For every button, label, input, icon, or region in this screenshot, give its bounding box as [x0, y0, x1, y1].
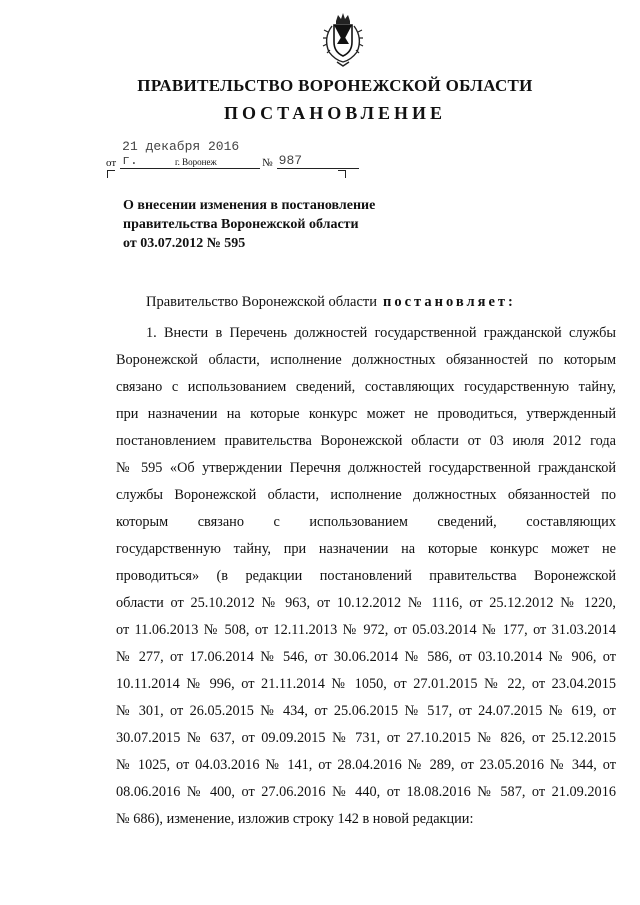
decree-body	[116, 320, 616, 833]
body-text: от 11.06.2013 № 508, от 12.11.2013 № 972, от 05.03.2014 № 177, от 31.03.2014	[116, 622, 616, 638]
body-line	[116, 617, 616, 644]
subject-line: от 03.07.2012 № 595	[123, 236, 246, 251]
body-line	[116, 590, 616, 617]
body-word: сведений,	[437, 514, 497, 530]
body-line	[116, 401, 616, 428]
body-text: 08.06.2016 № 400, от 27.06.2016 № 440, от 18.08.2016 № 587, от 21.09.2016	[116, 784, 616, 800]
right-corner-mark	[338, 170, 346, 178]
coat-of-arms-emblem	[319, 12, 367, 68]
document-subject	[123, 196, 375, 253]
body-text: проводиться» (в редакции постановлений правительства Воронежской	[116, 568, 616, 584]
decree-issuer: Правительство Воронежской области	[146, 294, 378, 310]
date-prefix: от	[106, 157, 117, 169]
registration-line	[106, 140, 359, 169]
body-line	[116, 698, 616, 725]
body-text: № 277, от 17.06.2014 № 546, от 30.06.2014 № 586, от 03.10.2014 № 906, от	[116, 649, 616, 665]
body-word: использованием	[309, 514, 408, 530]
body-line	[116, 671, 616, 698]
body-word: составляющих	[526, 514, 616, 530]
body-line	[116, 536, 616, 563]
body-word: связано	[197, 514, 244, 530]
body-line	[116, 644, 616, 671]
left-corner-mark	[107, 170, 115, 178]
body-line	[116, 509, 616, 536]
body-text: постановлением правительства Воронежской области от 03 июля 2012 года	[116, 433, 616, 449]
body-line	[116, 455, 616, 482]
body-line	[116, 428, 616, 455]
document-date: 21 декабря 2016 г.	[120, 140, 260, 169]
body-text: связано с использованием сведений, составляющих государственную тайну,	[116, 379, 616, 395]
body-line	[116, 347, 616, 374]
number-prefix: №	[262, 157, 273, 169]
body-text: № 1025, от 04.03.2016 № 141, от 28.04.2016 № 289, от 23.05.2016 № 344, от	[116, 757, 616, 773]
body-word: которым	[116, 514, 169, 530]
subject-line: правительства Воронежской области	[123, 217, 359, 232]
body-line	[116, 320, 616, 347]
document-type-title: ПОСТАНОВЛЕНИЕ	[223, 103, 447, 123]
body-line	[116, 374, 616, 401]
body-text: государственную тайну, при назначении на которые конкурс может не	[116, 541, 616, 557]
body-text: 30.07.2015 № 637, от 09.09.2015 № 731, от 27.10.2015 № 826, от 25.12.2015	[116, 730, 616, 746]
body-line	[116, 482, 616, 509]
decree-intro	[146, 294, 516, 311]
body-text: 10.11.2014 № 996, от 21.11.2014 № 1050, от 27.01.2015 № 22, от 23.04.2015	[116, 676, 616, 692]
body-text: при назначении на которые конкурс может не проводиться, утвержденный	[116, 406, 616, 422]
government-title: ПРАВИТЕЛЬСТВО ВОРОНЕЖСКОЙ ОБЛАСТИ	[137, 76, 533, 95]
document-number: 987	[277, 154, 359, 169]
body-line	[116, 725, 616, 752]
body-text: № 595 «Об утверждении Перечня должностей государственной гражданской	[116, 460, 616, 476]
body-line	[116, 563, 616, 590]
body-text: области от 25.10.2012 № 963, от 10.12.2012 № 1116, от 25.12.2012 № 1220,	[116, 595, 616, 611]
body-word: с	[273, 514, 280, 530]
body-text: 1. Внести в Перечень должностей государственной гражданской службы	[146, 325, 616, 341]
body-text: № 301, от 26.05.2015 № 434, от 25.06.2015 № 517, от 24.07.2015 № 619, от	[116, 703, 616, 719]
body-text: Воронежской области, исполнение должностных обязанностей по которым	[116, 352, 616, 368]
body-line	[116, 752, 616, 779]
body-line	[116, 779, 616, 806]
body-text: службы Воронежской области, исполнение должностных обязанностей по	[116, 487, 616, 503]
body-text: № 686), изменение, изложив строку 142 в новой редакции:	[116, 811, 474, 827]
city-label: г. Воронеж	[175, 157, 217, 167]
body-line	[116, 806, 616, 833]
subject-line: О внесении изменения в постановление	[123, 198, 376, 213]
decree-verb: постановляет:	[383, 294, 516, 310]
